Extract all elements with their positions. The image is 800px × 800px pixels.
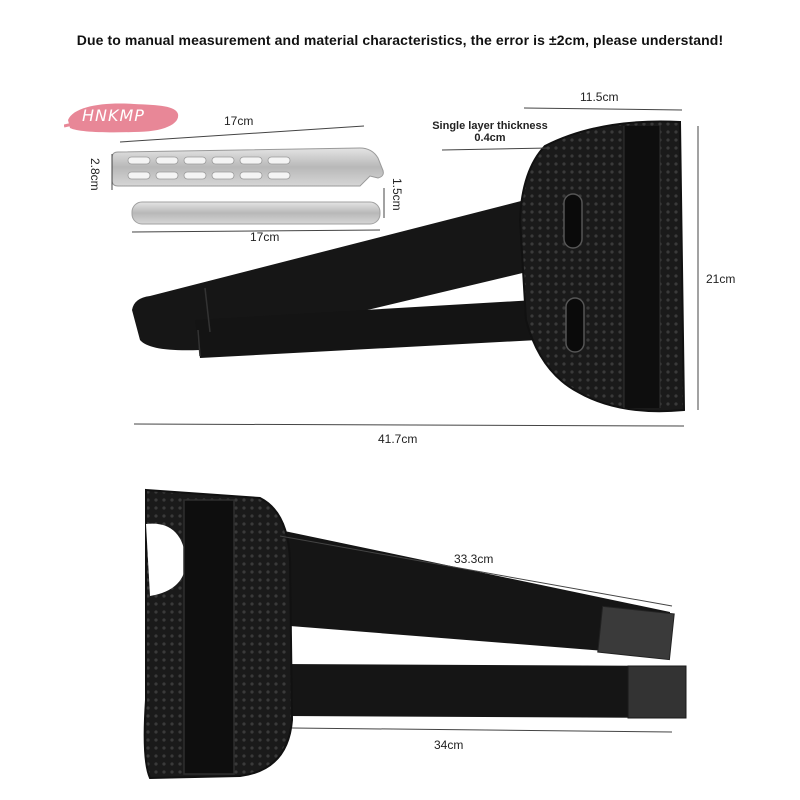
thickness-value: 0.4cm [474, 132, 506, 144]
metal-bar [132, 202, 380, 224]
upper-strap-length-label: 33.3cm [454, 552, 494, 566]
metal-splint [112, 148, 383, 186]
brand-text: HNKMP [82, 106, 145, 125]
splint-width-label: 2.8cm [88, 158, 102, 191]
thickness-label [430, 120, 550, 144]
bar-length-label: 17cm [250, 230, 280, 244]
bar-width-label: 1.5cm [390, 178, 404, 211]
pad-width-label: 11.5cm [580, 90, 619, 104]
splint-length-label: 17cm [224, 114, 254, 128]
lower-strap-length-label: 34cm [434, 738, 464, 752]
thickness-title: Single layer thickness [432, 120, 548, 132]
measurement-notice: Due to manual measurement and material characteristics, the error is ±2cm, please understand! [76, 32, 724, 48]
height-label: 21cm [706, 272, 736, 286]
total-length-label: 41.7cm [378, 432, 418, 446]
bottom-brace [145, 490, 686, 778]
